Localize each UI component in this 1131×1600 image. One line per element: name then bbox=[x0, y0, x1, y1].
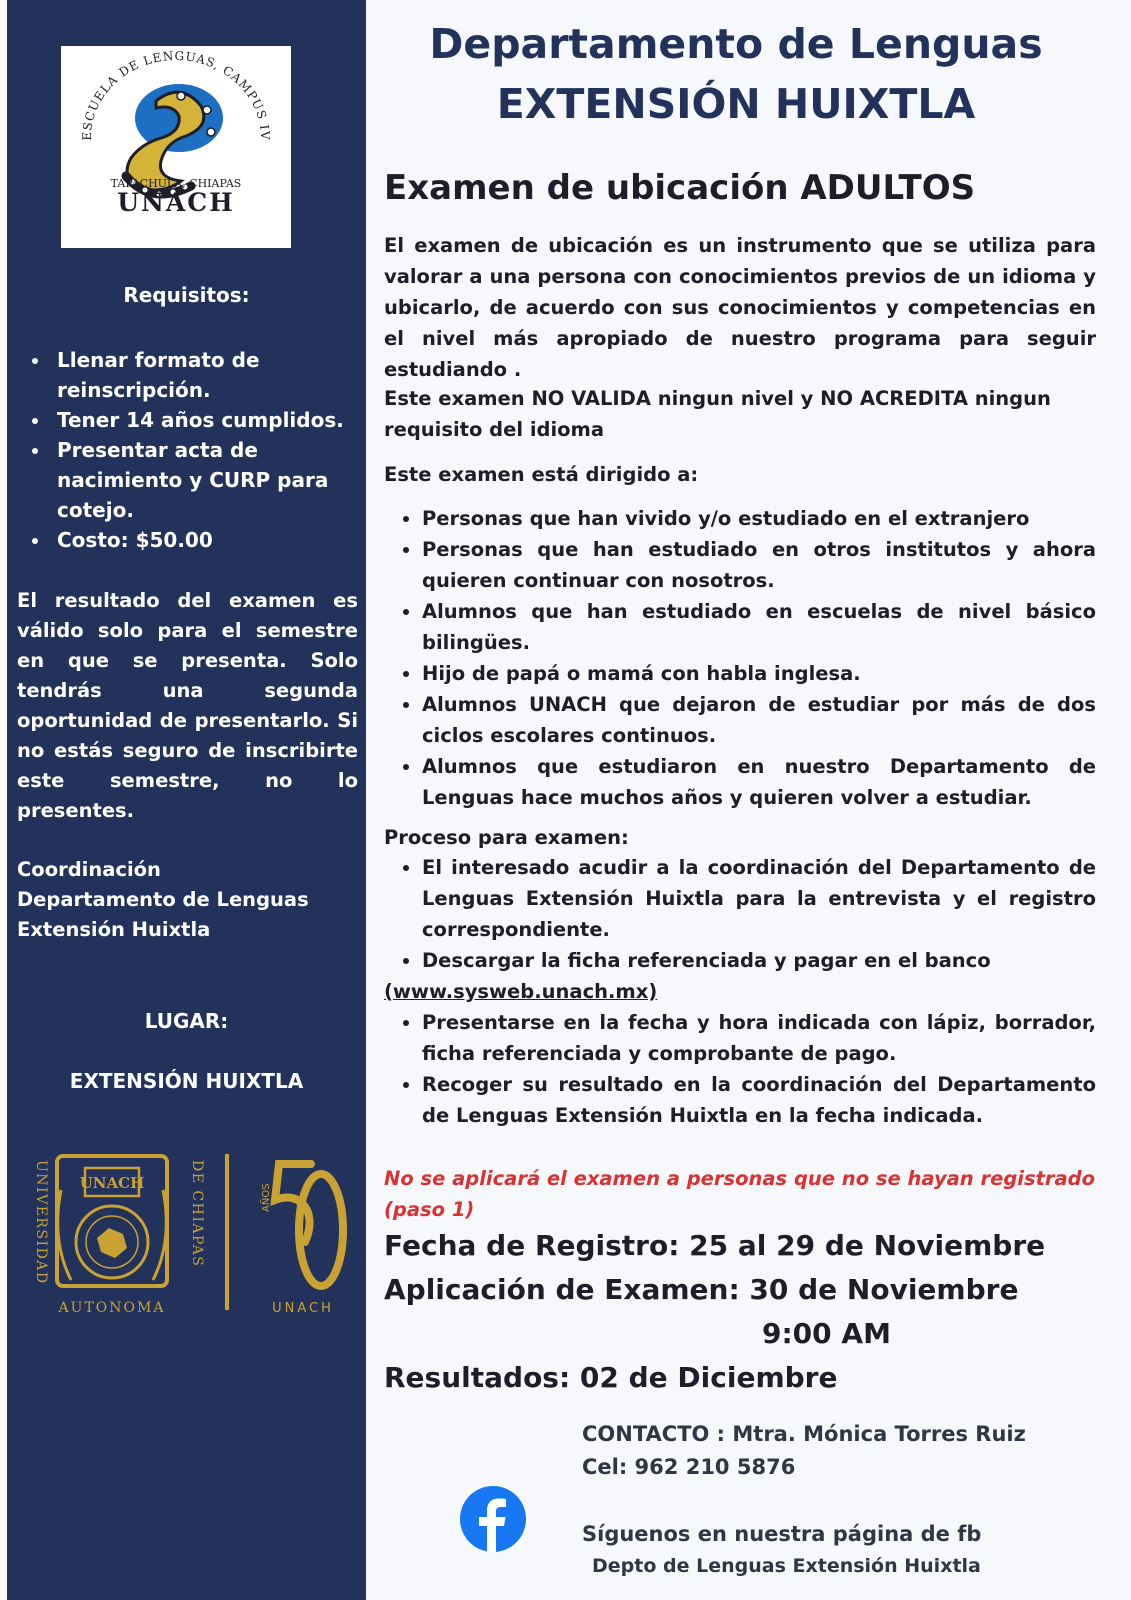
main-content bbox=[366, 0, 1131, 1600]
facebook-icon[interactable] bbox=[460, 1486, 526, 1552]
list-item: • Presentar acta de nacimiento y CURP para cotejo. bbox=[51, 435, 381, 525]
contact-name: CONTACTO : Mtra. Mónica Torres Ruiz bbox=[582, 1422, 1026, 1446]
list-item: • Alumnos que estudiaron en nuestro Departamento de Lenguas hace muchos años y quieren volver a estudiar. bbox=[422, 751, 1096, 813]
logo-arc-text: ESCUELA DE LENGUAS, CAMPUS IV bbox=[79, 48, 273, 141]
coordination-line: Extensión Huixtla bbox=[17, 918, 211, 941]
logo-universidad-text: UNIVERSIDAD bbox=[33, 1160, 49, 1285]
aplicacion-examen: Aplicación de Examen: 30 de Noviembre bbox=[384, 1273, 1019, 1306]
list-item: • Costo: $50.00 bbox=[51, 525, 381, 555]
shield-brand-text: UNACH bbox=[79, 1174, 145, 1192]
escuela-lenguas-logo bbox=[61, 46, 291, 248]
lugar-value: EXTENSIÓN HUIXTLA bbox=[69, 1069, 304, 1093]
contact-phone: Cel: 962 210 5876 bbox=[582, 1455, 796, 1479]
list-item: • El interesado acudir a la coordinación del Departamento de Lenguas Extensión Huixtla para la entrevista y el registro correspondiente. bbox=[422, 852, 1096, 945]
lugar-heading: LUGAR: bbox=[144, 1009, 229, 1033]
disclaimer-paragraph: Este examen NO VALIDA ningun nivel y NO ACREDITA ningun requisito del idioma bbox=[384, 387, 1051, 441]
list-item: • Alumnos UNACH que dejaron de estudiar por más de dos ciclos escolares continuos. bbox=[422, 689, 1096, 751]
fifty-years-icon bbox=[275, 1164, 343, 1286]
intro-paragraph: El examen de ubicación es un instrumento que se utiliza para valorar a una persona con conocimientos previos de un idioma y ubicarlo, de acuerdo con sus conocimientos y competencias en el nivel más apropiado de nuestro programa para seguir estudiando . bbox=[384, 234, 1096, 381]
siguenos-text: Síguenos en nuestra página de fb bbox=[582, 1522, 982, 1546]
coordination-line: Departamento de Lenguas bbox=[17, 888, 309, 911]
list-item: • Personas que han vivido y/o estudiado en el extranjero bbox=[422, 503, 1096, 534]
logo-chiapas-text: DE CHIAPAS bbox=[189, 1160, 205, 1268]
list-item: • Alumnos que han estudiado en escuelas de nivel básico bilingües. bbox=[422, 596, 1096, 658]
directed-list bbox=[384, 503, 1096, 813]
coordination-block bbox=[17, 855, 358, 945]
sysweb-link[interactable]: (www.sysweb.unach.mx) bbox=[384, 980, 658, 1003]
warning-text: No se aplicará el examen a personas que no se hayan registrado (paso 1) bbox=[384, 1167, 1096, 1221]
unach-bottom-logos bbox=[21, 1150, 361, 1320]
list-item: • Descargar la ficha referenciada y pagar en el banco bbox=[422, 945, 1096, 976]
process-list-b bbox=[384, 1007, 1096, 1131]
directed-heading: Este examen está dirigido a: bbox=[384, 463, 699, 486]
process-heading: Proceso para examen: bbox=[384, 826, 629, 849]
logo-divider bbox=[225, 1154, 229, 1310]
list-item: • Llenar formato de reinscripción. bbox=[51, 345, 381, 405]
result-note: El resultado del examen es válido solo para el semestre en que se presenta. Solo tendrás una segunda oportunidad de presentarlo. Si no estás seguro de inscribirte este semestre, no lo presentes. bbox=[17, 589, 358, 822]
process-list-a bbox=[384, 852, 1096, 976]
requisitos-heading: Requisitos: bbox=[123, 283, 250, 307]
page-title-line2: EXTENSIÓN HUIXTLA bbox=[496, 80, 976, 128]
hora-examen: 9:00 AM bbox=[762, 1317, 891, 1350]
list-item: • Presentarse en la fecha y hora indicada con lápiz, borrador, ficha referenciada y comprobante de pago. bbox=[422, 1007, 1096, 1069]
logo-autonoma-text: AUTONOMA bbox=[58, 1300, 166, 1316]
list-item: • Personas que han estudiado en otros institutos y ahora quieren continuar con nosotros. bbox=[422, 534, 1096, 596]
list-item: • Tener 14 años cumplidos. bbox=[51, 405, 381, 435]
sidebar bbox=[7, 0, 366, 1600]
exam-title: Examen de ubicación ADULTOS bbox=[384, 168, 976, 208]
coordination-line: Coordinación bbox=[17, 858, 161, 881]
list-item: • Recoger su resultado en la coordinación del Departamento de Lenguas Extensión Huixtla en la fecha indicada. bbox=[422, 1069, 1096, 1131]
fb-page-name[interactable]: Depto de Lenguas Extensión Huixtla bbox=[592, 1555, 981, 1577]
fifty-brand-text: UNACH bbox=[272, 1301, 334, 1316]
logo-city-text: TAPACHULA, CHIAPAS bbox=[110, 177, 242, 190]
anos-text: AÑOS bbox=[261, 1183, 272, 1212]
fecha-registro: Fecha de Registro: 25 al 29 de Noviembre bbox=[384, 1229, 1046, 1262]
list-item: • Hijo de papá o mamá con habla inglesa. bbox=[422, 658, 1096, 689]
requisitos-list bbox=[27, 345, 381, 555]
resultados-fecha: Resultados: 02 de Diciembre bbox=[384, 1361, 838, 1394]
page-title-line1: Departamento de Lenguas bbox=[429, 20, 1043, 68]
logo-brand-text: UNACH bbox=[117, 188, 235, 217]
